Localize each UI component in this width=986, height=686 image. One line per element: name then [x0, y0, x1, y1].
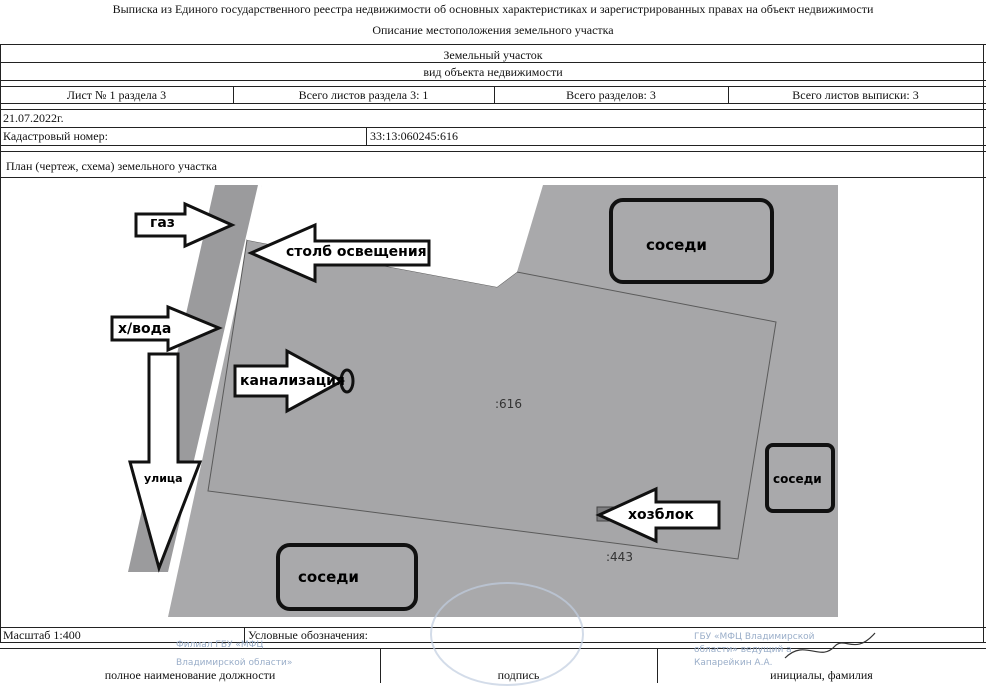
sewer-label: канализация — [240, 373, 345, 389]
neighbors-bottom-label: соседи — [298, 568, 359, 586]
stamp-right-line3: Капарейкин А.А. — [694, 658, 773, 668]
gas-label: газ — [150, 215, 175, 231]
section-sheets-total: Всего листов раздела 3: 1 — [298, 88, 429, 102]
sections-total: Всего разделов: 3 — [566, 88, 656, 102]
stamp-right-line1: ГБУ «МФЦ Владимирской — [694, 632, 815, 642]
parcel-label-616: :616 — [495, 397, 522, 411]
cadastral-label: Кадастровый номер: — [3, 129, 108, 143]
cadastral-number: 33:13:060245:616 — [370, 129, 459, 143]
water-label: х/вода — [118, 321, 172, 337]
plan-title: План (чертеж, схема) земельного участка — [6, 159, 217, 173]
street-arrow-icon — [130, 354, 200, 568]
document-subtitle: Описание местоположения земельного участка — [372, 23, 614, 37]
object-type: Земельный участок — [443, 48, 543, 62]
light-pole-label: столб освещения — [286, 244, 427, 260]
shed-label: хозблок — [628, 507, 694, 523]
legend-label: Условные обозначения: — [248, 628, 369, 642]
stamp-left-line1: Филиал ГБУ «МФЦ — [176, 640, 264, 650]
neighbors-right-label: соседи — [773, 472, 822, 486]
neighbors-top-label: соседи — [646, 236, 707, 254]
document-title: Выписка из Единого государственного реестра недвижимости об основных характеристиках и зарегистрированных правах на объект недвижимости — [112, 2, 874, 16]
stamp-right-line2: области» ведущий а — [694, 645, 792, 655]
street-label: улица — [144, 472, 183, 485]
signature-caption: подпись — [497, 668, 540, 682]
position-caption: полное наименование должности — [104, 668, 276, 682]
parcel-label-443: :443 — [606, 550, 633, 564]
name-caption: инициалы, фамилия — [770, 668, 873, 682]
sheet-number: Лист № 1 раздела 3 — [66, 88, 167, 102]
scale-text: Масштаб 1:400 — [3, 628, 81, 642]
object-type-caption: вид объекта недвижимости — [423, 65, 563, 79]
extract-sheets-total: Всего листов выписки: 3 — [792, 88, 919, 102]
extract-date: 21.07.2022г. — [3, 111, 64, 125]
signature-icon — [780, 628, 880, 668]
stamp-left-line2: Владимирской области» — [176, 658, 293, 668]
